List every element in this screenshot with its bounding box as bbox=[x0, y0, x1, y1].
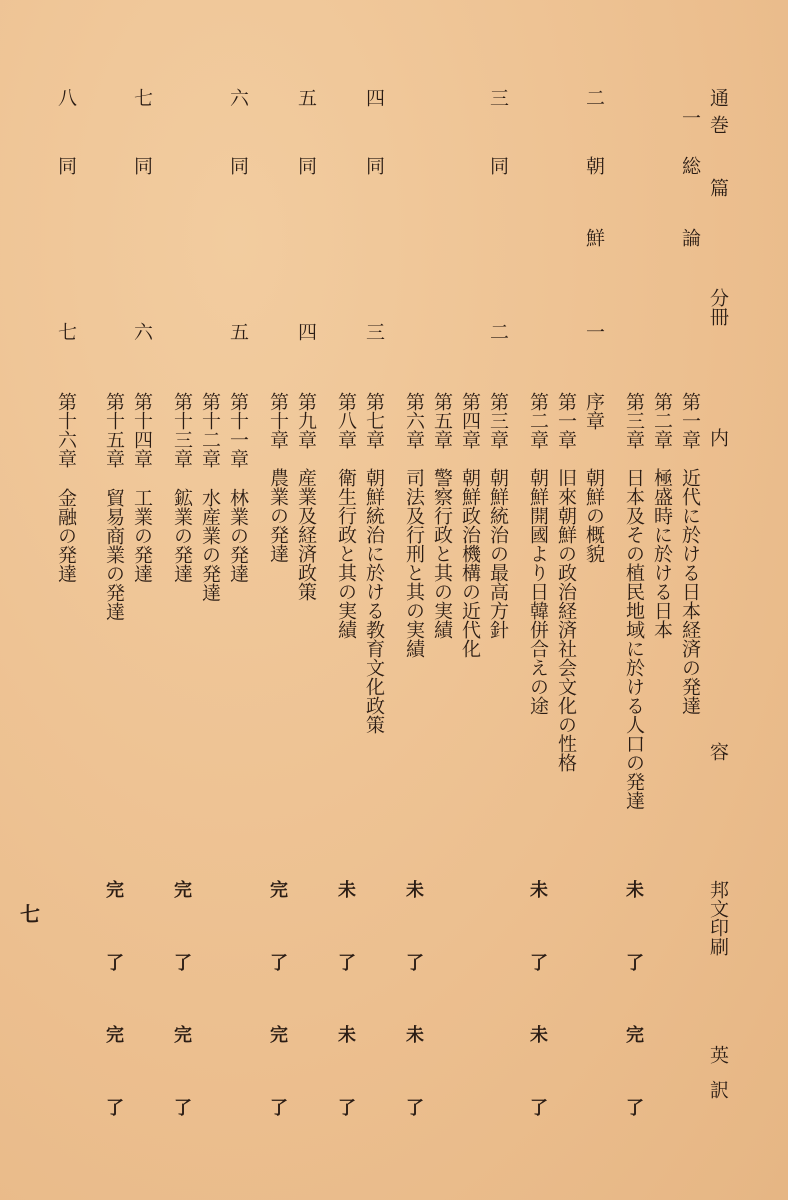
chapter-number: 第三章 bbox=[487, 392, 509, 449]
volume-number: 八 bbox=[55, 88, 77, 107]
chapter-number: 第十二章 bbox=[199, 392, 221, 468]
english-status: 完了 bbox=[103, 1025, 124, 1171]
print-status: 未了 bbox=[527, 880, 548, 1026]
chapter-title: 貿易商業の発達 bbox=[103, 488, 125, 621]
page-number: 七 bbox=[20, 902, 40, 926]
chapter-title: 林業の発達 bbox=[227, 488, 249, 583]
chapter-title: 水産業の発達 bbox=[199, 488, 221, 602]
chapter-number: 第二章 bbox=[651, 392, 673, 449]
print-status: 未了 bbox=[335, 880, 356, 1026]
chapter-title: 朝鮮統治に於ける教育文化政策 bbox=[363, 468, 385, 734]
chapter-number: 第三章 bbox=[623, 392, 645, 449]
chapter-number: 第十六章 bbox=[55, 392, 77, 468]
section-name: 同 bbox=[363, 156, 385, 175]
print-status: 完了 bbox=[267, 880, 288, 1026]
header-section: 篇 bbox=[707, 178, 729, 197]
chapter-title: 農業の発達 bbox=[267, 468, 289, 563]
chapter-title: 産業及経済政策 bbox=[295, 468, 317, 601]
chapter-title: 朝鮮政治機構の近代化 bbox=[459, 468, 481, 658]
fascicle-number: 五 bbox=[227, 322, 249, 341]
chapter-number: 第十五章 bbox=[103, 392, 125, 468]
fascicle-number: 四 bbox=[295, 322, 317, 341]
chapter-title: 工業の発達 bbox=[131, 488, 153, 583]
chapter-number: 第八章 bbox=[335, 392, 357, 449]
header-contents: 内 bbox=[707, 428, 729, 447]
section-name: 鮮 bbox=[583, 228, 605, 247]
chapter-number: 第六章 bbox=[403, 392, 425, 449]
fascicle-number: 二 bbox=[487, 322, 509, 341]
chapter-title: 旧來朝鮮の政治経済社会文化の性格 bbox=[555, 468, 577, 772]
chapter-title: 近代に於ける日本経済の発達 bbox=[679, 468, 701, 715]
chapter-title: 朝鮮開國より日韓併合えの途 bbox=[527, 468, 549, 715]
chapter-title: 金融の発達 bbox=[55, 488, 77, 583]
header-contents-2: 容 bbox=[707, 742, 729, 761]
chapter-number: 第四章 bbox=[459, 392, 481, 449]
chapter-title: 警察行政と其の実績 bbox=[431, 468, 453, 639]
english-status: 未了 bbox=[403, 1025, 424, 1171]
chapter-title: 衛生行政と其の実績 bbox=[335, 468, 357, 639]
chapter-number: 序章 bbox=[583, 392, 605, 430]
chapter-title: 鉱業の発達 bbox=[171, 488, 193, 583]
chapter-title: 朝鮮の概貌 bbox=[583, 468, 605, 563]
volume-number: 二 bbox=[583, 88, 605, 107]
chapter-title: 極盛時に於ける日本 bbox=[651, 468, 673, 639]
chapter-number: 第一章 bbox=[555, 392, 577, 449]
section-name: 論 bbox=[679, 228, 701, 247]
section-name: 同 bbox=[55, 156, 77, 175]
print-status: 未了 bbox=[403, 880, 424, 1026]
section-name: 同 bbox=[487, 156, 509, 175]
section-name: 同 bbox=[295, 156, 317, 175]
english-status: 完了 bbox=[623, 1025, 644, 1171]
volume-number: 七 bbox=[131, 88, 153, 107]
english-status: 完了 bbox=[267, 1025, 288, 1171]
chapter-title: 朝鮮統治の最高方針 bbox=[487, 468, 509, 639]
section-name: 朝 bbox=[583, 156, 605, 175]
fascicle-number: 七 bbox=[55, 322, 77, 341]
section-name: 総 bbox=[679, 156, 701, 175]
volume-number: 一 bbox=[679, 108, 701, 127]
chapter-number: 第五章 bbox=[431, 392, 453, 449]
chapter-title: 司法及行刑と其の実績 bbox=[403, 468, 425, 658]
english-status: 完了 bbox=[171, 1025, 192, 1171]
header-volume: 通巻 bbox=[707, 88, 729, 142]
chapter-number: 第十三章 bbox=[171, 392, 193, 468]
header-fascicle: 分冊 bbox=[707, 288, 729, 326]
print-status: 完了 bbox=[171, 880, 192, 1026]
chapter-number: 第十一章 bbox=[227, 392, 249, 468]
volume-number: 三 bbox=[487, 88, 509, 107]
section-name: 同 bbox=[131, 156, 153, 175]
chapter-number: 第七章 bbox=[363, 392, 385, 449]
fascicle-number: 一 bbox=[583, 322, 605, 341]
english-status: 未了 bbox=[527, 1025, 548, 1171]
fascicle-number: 六 bbox=[131, 322, 153, 341]
volume-number: 五 bbox=[295, 88, 317, 107]
chapter-number: 第十四章 bbox=[131, 392, 153, 468]
chapter-title: 日本及その植民地域に於ける人口の発達 bbox=[623, 468, 645, 810]
volume-number: 四 bbox=[363, 88, 385, 107]
chapter-number: 第十章 bbox=[267, 392, 289, 449]
print-status: 完了 bbox=[103, 880, 124, 1026]
header-printing: 邦文印刷 bbox=[707, 880, 729, 956]
fascicle-number: 三 bbox=[363, 322, 385, 341]
header-translation: 訳 bbox=[707, 1080, 729, 1099]
chapter-number: 第一章 bbox=[679, 392, 701, 449]
chapter-number: 第二章 bbox=[527, 392, 549, 449]
section-name: 同 bbox=[227, 156, 249, 175]
print-status: 未了 bbox=[623, 880, 644, 1026]
header-english: 英 bbox=[707, 1045, 729, 1064]
chapter-number: 第九章 bbox=[295, 392, 317, 449]
english-status: 未了 bbox=[335, 1025, 356, 1171]
volume-number: 六 bbox=[227, 88, 249, 107]
